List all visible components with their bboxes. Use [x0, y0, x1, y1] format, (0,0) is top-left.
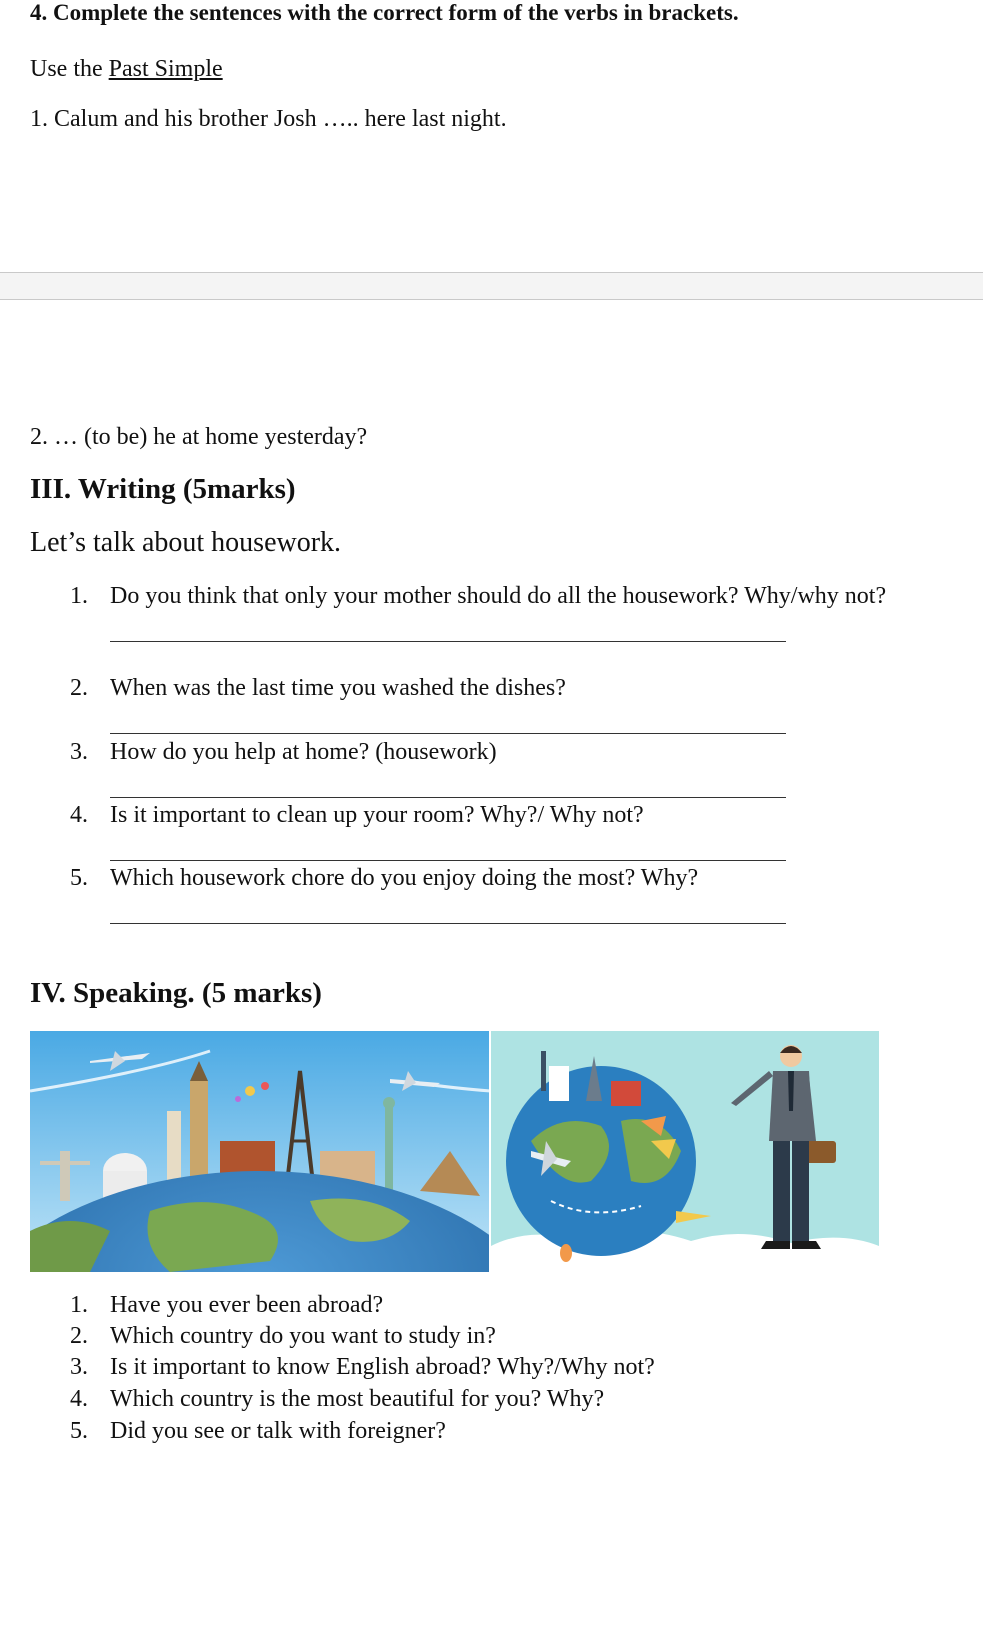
writing-question-text: Is it important to clean up your room? Why?/ Why not?: [110, 802, 644, 828]
writing-question-number: 3.: [70, 739, 88, 765]
writing-question-text: How do you help at home? (housework): [110, 739, 497, 765]
answer-line[interactable]: [110, 797, 786, 798]
writing-question-number: 4.: [70, 802, 88, 828]
instruction-line: [30, 56, 223, 83]
business-travel-image: [491, 1031, 879, 1272]
answer-line[interactable]: [110, 860, 786, 861]
instruction-prefix: Use the: [30, 56, 109, 82]
speaking-question-number: 5.: [70, 1418, 88, 1444]
answer-line[interactable]: [110, 923, 786, 924]
speaking-question-text: Have you ever been abroad?: [110, 1292, 384, 1318]
globe-icon: [506, 1066, 696, 1256]
instruction-underlined: Past Simple: [108, 56, 223, 82]
speaking-question-number: 1.: [70, 1292, 88, 1318]
exercise-question-1: 1. Calum and his brother Josh ….. here last night.: [30, 106, 507, 132]
exercise-question-2: 2. … (to be) he at home yesterday?: [30, 424, 368, 450]
speaking-question-text: Which country is the most beautiful for you? Why?: [110, 1386, 605, 1412]
exercise-heading: 4. Complete the sentences with the correct form of the verbs in brackets.: [30, 0, 739, 25]
speaking-question-number: 4.: [70, 1386, 88, 1412]
writing-question-number: 5.: [70, 865, 88, 891]
speaking-question-text: Which country do you want to study in?: [110, 1323, 496, 1349]
writing-question-number: 2.: [70, 675, 88, 701]
speaking-section-title: IV. Speaking. (5 marks): [30, 977, 322, 1009]
answer-line[interactable]: [110, 733, 786, 734]
speaking-question-number: 2.: [70, 1323, 88, 1349]
writing-question-text: Do you think that only your mother should do all the housework? Why/why not?: [110, 583, 887, 609]
writing-section-title: III. Writing (5marks): [30, 473, 296, 505]
writing-intro: Let’s talk about housework.: [30, 527, 342, 558]
speaking-question-text: Did you see or talk with foreigner?: [110, 1418, 446, 1444]
world-landmarks-image: [30, 1031, 489, 1272]
writing-question-text: When was the last time you washed the dishes?: [110, 675, 566, 701]
speaking-question-number: 3.: [70, 1354, 88, 1380]
writing-question-text: Which housework chore do you enjoy doing the most? Why?: [110, 865, 699, 891]
speaking-question-text: Is it important to know English abroad? Why?/Why not?: [110, 1354, 655, 1380]
page-separator: [0, 272, 983, 300]
answer-line[interactable]: [110, 641, 786, 642]
writing-question-number: 1.: [70, 583, 88, 609]
